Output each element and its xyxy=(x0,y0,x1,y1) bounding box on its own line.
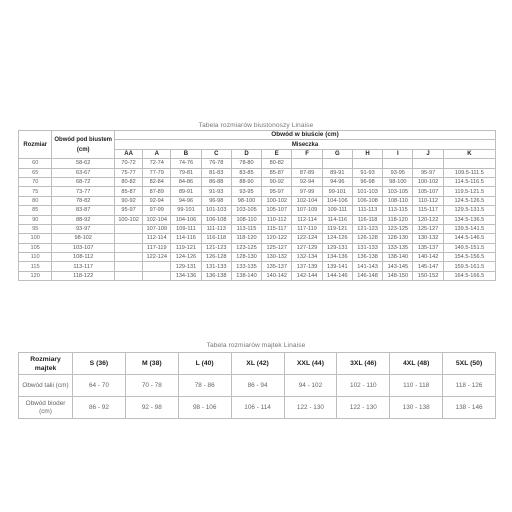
table-row xyxy=(19,215,496,224)
bra-table-caption: Tabela rozmiarów biustonoszy Linaise xyxy=(198,122,314,129)
brief-size-header: XL (42) xyxy=(231,353,284,375)
underbust-cell: 98-102 xyxy=(52,234,115,243)
bust-cell: 129.5-131.5 xyxy=(443,206,495,215)
bust-cell: 116-118 xyxy=(201,234,231,243)
brief-size-header: S (36) xyxy=(73,353,126,375)
bust-cell: 87-89 xyxy=(292,168,322,177)
bust-cell: 109.5-111.5 xyxy=(443,168,495,177)
bust-cell: 80-82 xyxy=(262,159,292,168)
table-row xyxy=(19,243,496,252)
bust-header: Obwód w biuście (cm) xyxy=(115,131,496,140)
measure-cell: 118 - 126 xyxy=(443,375,496,397)
bust-cell: 100-102 xyxy=(413,177,443,186)
bust-cell: 94-96 xyxy=(322,177,352,186)
bust-cell: 75-77 xyxy=(115,168,143,177)
cup-header-k: K xyxy=(443,149,495,158)
cup-header-i: I xyxy=(383,149,413,158)
bust-cell: 95-97 xyxy=(262,187,292,196)
bust-cell: 101-103 xyxy=(352,187,382,196)
bust-cell: 125-127 xyxy=(413,224,443,233)
bust-cell: 144.5-146.5 xyxy=(443,234,495,243)
underbust-cell: 58-62 xyxy=(52,159,115,168)
bust-cell: 134-136 xyxy=(171,271,201,280)
table-row xyxy=(19,271,496,280)
bust-cell: 91-93 xyxy=(201,187,231,196)
measure-label: Obwód bioder (cm) xyxy=(19,397,73,419)
brief-size-header: 5XL (50) xyxy=(443,353,496,375)
bust-cell: 139-141 xyxy=(322,262,352,271)
brief-size-header: XXL (44) xyxy=(284,353,337,375)
bust-cell: 112-114 xyxy=(143,234,171,243)
bust-cell: 117-119 xyxy=(143,243,171,252)
bust-cell: 108-110 xyxy=(231,215,261,224)
cup-header-a: A xyxy=(143,149,171,158)
bust-cell: 133-135 xyxy=(231,262,261,271)
table-row xyxy=(19,253,496,262)
bust-cell: 118-120 xyxy=(383,215,413,224)
bust-cell: 87-89 xyxy=(143,187,171,196)
bust-cell: 100-102 xyxy=(115,215,143,224)
table-row xyxy=(19,159,496,168)
bust-cell: 134.5-136.5 xyxy=(443,215,495,224)
bust-cell xyxy=(383,159,413,168)
brief-size-header: 4XL (48) xyxy=(390,353,443,375)
brief-size-header: 3XL (46) xyxy=(337,353,390,375)
bust-cell: 112-114 xyxy=(292,215,322,224)
size-cell: 120 xyxy=(19,271,52,280)
bust-cell: 88-90 xyxy=(231,177,261,186)
bust-cell: 136-138 xyxy=(352,253,382,262)
bust-cell: 85-87 xyxy=(262,168,292,177)
bust-cell: 82-84 xyxy=(143,177,171,186)
bust-cell: 127-129 xyxy=(292,243,322,252)
underbust-cell: 93-97 xyxy=(52,224,115,233)
bust-cell: 100-102 xyxy=(262,196,292,205)
bust-cell: 143-145 xyxy=(383,262,413,271)
bust-cell: 72-74 xyxy=(143,159,171,168)
bust-cell: 108-110 xyxy=(383,196,413,205)
size-cell: 70 xyxy=(19,177,52,186)
bust-cell: 115-117 xyxy=(262,224,292,233)
bust-cell: 105-107 xyxy=(413,187,443,196)
size-cell: 115 xyxy=(19,262,52,271)
table-row xyxy=(19,375,496,397)
measure-cell: 64 - 70 xyxy=(73,375,126,397)
bust-cell: 96-98 xyxy=(352,177,382,186)
bust-cell: 103-105 xyxy=(383,187,413,196)
bust-cell: 122-124 xyxy=(292,234,322,243)
rozmiar-header: Rozmiar xyxy=(19,131,52,159)
underbust-cell: 88-92 xyxy=(52,215,115,224)
bust-cell: 84-86 xyxy=(171,177,201,186)
bust-cell: 111-113 xyxy=(201,224,231,233)
bust-cell: 126-128 xyxy=(352,234,382,243)
underbust-cell: 83-87 xyxy=(52,206,115,215)
bust-cell: 130-132 xyxy=(413,234,443,243)
bust-cell: 121-123 xyxy=(201,243,231,252)
bust-cell: 85-87 xyxy=(115,187,143,196)
size-cell: 60 xyxy=(19,159,52,168)
bust-cell: 101-103 xyxy=(201,206,231,215)
bust-cell: 80-82 xyxy=(115,177,143,186)
bust-cell: 89-91 xyxy=(322,168,352,177)
bra-size-table xyxy=(18,130,496,281)
measure-cell: 110 - 118 xyxy=(390,375,443,397)
bust-cell: 89-91 xyxy=(171,187,201,196)
bust-cell xyxy=(115,234,143,243)
table-row xyxy=(19,196,496,205)
bust-cell: 128-130 xyxy=(231,253,261,262)
cup-header-b: B xyxy=(171,149,201,158)
bust-cell: 114-116 xyxy=(322,215,352,224)
bust-cell: 122-124 xyxy=(143,253,171,262)
cup-header-h: H xyxy=(352,149,382,158)
bust-cell: 90-92 xyxy=(262,177,292,186)
bust-cell: 164.5-166.5 xyxy=(443,271,495,280)
measure-cell: 78 - 86 xyxy=(178,375,231,397)
bust-cell: 104-106 xyxy=(171,215,201,224)
bust-cell: 77-79 xyxy=(143,168,171,177)
bust-cell: 116-118 xyxy=(352,215,382,224)
bust-cell: 102-104 xyxy=(292,196,322,205)
bust-cell: 98-100 xyxy=(231,196,261,205)
bust-cell: 92-94 xyxy=(143,196,171,205)
bust-cell: 120-122 xyxy=(413,215,443,224)
size-cell: 100 xyxy=(19,234,52,243)
bust-cell: 148-150 xyxy=(383,271,413,280)
bust-cell: 159.5-161.5 xyxy=(443,262,495,271)
measure-cell: 86 - 94 xyxy=(231,375,284,397)
bust-cell xyxy=(352,159,382,168)
bust-cell: 124.5-126.5 xyxy=(443,196,495,205)
bust-cell: 97-99 xyxy=(292,187,322,196)
bust-cell: 106-108 xyxy=(201,215,231,224)
bust-cell: 135-137 xyxy=(413,243,443,252)
underbust-cell: 118-122 xyxy=(52,271,115,280)
bust-cell: 115-117 xyxy=(413,206,443,215)
measure-cell: 92 - 98 xyxy=(125,397,178,419)
bust-cell: 96-98 xyxy=(201,196,231,205)
bust-cell: 102-104 xyxy=(143,215,171,224)
bust-cell: 76-78 xyxy=(201,159,231,168)
bust-cell: 91-93 xyxy=(352,168,382,177)
bust-cell: 113-115 xyxy=(383,206,413,215)
bust-cell xyxy=(115,271,143,280)
bust-cell: 81-83 xyxy=(201,168,231,177)
measure-cell: 102 - 110 xyxy=(337,375,390,397)
table-row xyxy=(19,177,496,186)
bust-cell: 133-135 xyxy=(383,243,413,252)
bust-cell: 138-140 xyxy=(231,271,261,280)
bust-cell: 121-123 xyxy=(352,224,382,233)
measure-cell: 138 - 146 xyxy=(443,397,496,419)
bust-cell: 107-109 xyxy=(292,206,322,215)
bust-cell: 140-142 xyxy=(413,253,443,262)
bust-cell: 99-101 xyxy=(322,187,352,196)
bust-cell: 70-72 xyxy=(115,159,143,168)
bust-cell: 129-131 xyxy=(322,243,352,252)
bust-cell: 123-125 xyxy=(383,224,413,233)
bust-cell: 128-130 xyxy=(383,234,413,243)
brief-size-header: L (40) xyxy=(178,353,231,375)
bust-cell: 146-148 xyxy=(352,271,382,280)
bust-cell: 103-105 xyxy=(231,206,261,215)
table-row xyxy=(19,187,496,196)
bust-cell: 110-112 xyxy=(413,196,443,205)
measure-cell: 106 - 114 xyxy=(231,397,284,419)
bust-cell: 134-136 xyxy=(322,253,352,262)
size-cell: 85 xyxy=(19,206,52,215)
underbust-cell: 63-67 xyxy=(52,168,115,177)
bust-cell: 131-133 xyxy=(201,262,231,271)
size-cell: 75 xyxy=(19,187,52,196)
bust-cell: 142-144 xyxy=(292,271,322,280)
bust-cell: 135-137 xyxy=(262,262,292,271)
bust-cell: 110-112 xyxy=(262,215,292,224)
measure-cell: 98 - 106 xyxy=(178,397,231,419)
bust-cell: 97-99 xyxy=(143,206,171,215)
bust-cell: 109-111 xyxy=(322,206,352,215)
bust-cell: 117-119 xyxy=(292,224,322,233)
bust-cell: 107-109 xyxy=(143,224,171,233)
bust-cell xyxy=(143,271,171,280)
size-cell: 65 xyxy=(19,168,52,177)
brief-size-table xyxy=(18,352,496,419)
bust-cell xyxy=(115,243,143,252)
table-row xyxy=(19,168,496,177)
cup-header: Miseczka xyxy=(115,140,496,149)
bust-cell: 126-128 xyxy=(201,253,231,262)
bust-cell: 144-146 xyxy=(322,271,352,280)
bust-cell: 109-111 xyxy=(171,224,201,233)
bust-cell: 150-152 xyxy=(413,271,443,280)
bust-cell: 132-134 xyxy=(292,253,322,262)
size-cell: 80 xyxy=(19,196,52,205)
cup-header-aa: AA xyxy=(115,149,143,158)
bust-cell: 119-121 xyxy=(322,224,352,233)
bust-cell: 95-97 xyxy=(115,206,143,215)
bust-cell: 83-85 xyxy=(231,168,261,177)
bust-cell: 114-116 xyxy=(171,234,201,243)
underbust-cell: 108-112 xyxy=(52,253,115,262)
bust-cell: 93-95 xyxy=(383,168,413,177)
bust-cell: 99-101 xyxy=(171,206,201,215)
bust-cell: 125-127 xyxy=(262,243,292,252)
bust-cell: 106-108 xyxy=(352,196,382,205)
cup-header-f: F xyxy=(292,149,322,158)
bust-cell: 141-143 xyxy=(352,262,382,271)
bust-cell: 105-107 xyxy=(262,206,292,215)
bust-cell: 138-140 xyxy=(383,253,413,262)
table-row xyxy=(19,397,496,419)
bust-cell: 74-76 xyxy=(171,159,201,168)
bust-cell: 113-115 xyxy=(231,224,261,233)
measure-cell: 86 - 92 xyxy=(73,397,126,419)
bust-cell: 79-81 xyxy=(171,168,201,177)
bust-cell: 114.5-116.5 xyxy=(443,177,495,186)
bust-cell: 95-97 xyxy=(413,168,443,177)
underbust-cell: 78-82 xyxy=(52,196,115,205)
bust-cell: 90-92 xyxy=(115,196,143,205)
bust-cell: 93-95 xyxy=(231,187,261,196)
size-cell: 90 xyxy=(19,215,52,224)
measure-cell: 94 - 102 xyxy=(284,375,337,397)
underbust-header: Obwód pod biustem (cm) xyxy=(52,131,115,159)
measure-cell: 122 - 130 xyxy=(284,397,337,419)
bust-cell: 94-96 xyxy=(171,196,201,205)
bust-cell: 149.5-151.5 xyxy=(443,243,495,252)
cup-header-d: D xyxy=(231,149,261,158)
underbust-cell: 73-77 xyxy=(52,187,115,196)
bust-cell: 86-88 xyxy=(201,177,231,186)
cup-header-c: C xyxy=(201,149,231,158)
bust-cell xyxy=(143,262,171,271)
table-row xyxy=(19,262,496,271)
bust-cell xyxy=(322,159,352,168)
bust-cell: 119-121 xyxy=(171,243,201,252)
measure-cell: 122 - 130 xyxy=(337,397,390,419)
bust-cell xyxy=(443,159,495,168)
bust-cell: 124-126 xyxy=(322,234,352,243)
table-row xyxy=(19,206,496,215)
bust-cell: 98-100 xyxy=(383,177,413,186)
brief-sizes-header: Rozmiary majtek xyxy=(19,353,73,375)
bust-cell: 131-133 xyxy=(352,243,382,252)
bust-cell: 124-126 xyxy=(171,253,201,262)
measure-cell: 130 - 138 xyxy=(390,397,443,419)
bust-cell: 140-142 xyxy=(262,271,292,280)
bust-cell: 137-139 xyxy=(292,262,322,271)
cup-header-e: E xyxy=(262,149,292,158)
size-cell: 95 xyxy=(19,224,52,233)
bust-cell: 118-120 xyxy=(231,234,261,243)
bust-cell: 104-106 xyxy=(322,196,352,205)
brief-table-caption: Tabela rozmiarów majtek Linaise xyxy=(206,342,306,349)
cup-header-g: G xyxy=(322,149,352,158)
brief-size-header: M (38) xyxy=(125,353,178,375)
bust-cell: 154.5-156.5 xyxy=(443,253,495,262)
bust-cell xyxy=(115,253,143,262)
bust-cell: 145-147 xyxy=(413,262,443,271)
bust-cell: 111-113 xyxy=(352,206,382,215)
underbust-cell: 113-117 xyxy=(52,262,115,271)
size-cell: 110 xyxy=(19,253,52,262)
size-cell: 105 xyxy=(19,243,52,252)
bust-cell: 119.5-121.5 xyxy=(443,187,495,196)
bust-cell xyxy=(115,224,143,233)
bust-cell: 92-94 xyxy=(292,177,322,186)
measure-cell: 70 - 78 xyxy=(125,375,178,397)
bust-cell: 130-132 xyxy=(262,253,292,262)
measure-label: Obwód talii (cm) xyxy=(19,375,73,397)
bust-cell: 120-122 xyxy=(262,234,292,243)
underbust-cell: 68-72 xyxy=(52,177,115,186)
bust-cell xyxy=(292,159,322,168)
cup-header-j: J xyxy=(413,149,443,158)
bust-cell: 136-138 xyxy=(201,271,231,280)
underbust-cell: 103-107 xyxy=(52,243,115,252)
bust-cell: 129-131 xyxy=(171,262,201,271)
table-row xyxy=(19,224,496,233)
bust-cell: 123-125 xyxy=(231,243,261,252)
bust-cell: 78-80 xyxy=(231,159,261,168)
bust-cell xyxy=(115,262,143,271)
bust-cell xyxy=(413,159,443,168)
bust-cell: 139.5-141.5 xyxy=(443,224,495,233)
table-row xyxy=(19,234,496,243)
